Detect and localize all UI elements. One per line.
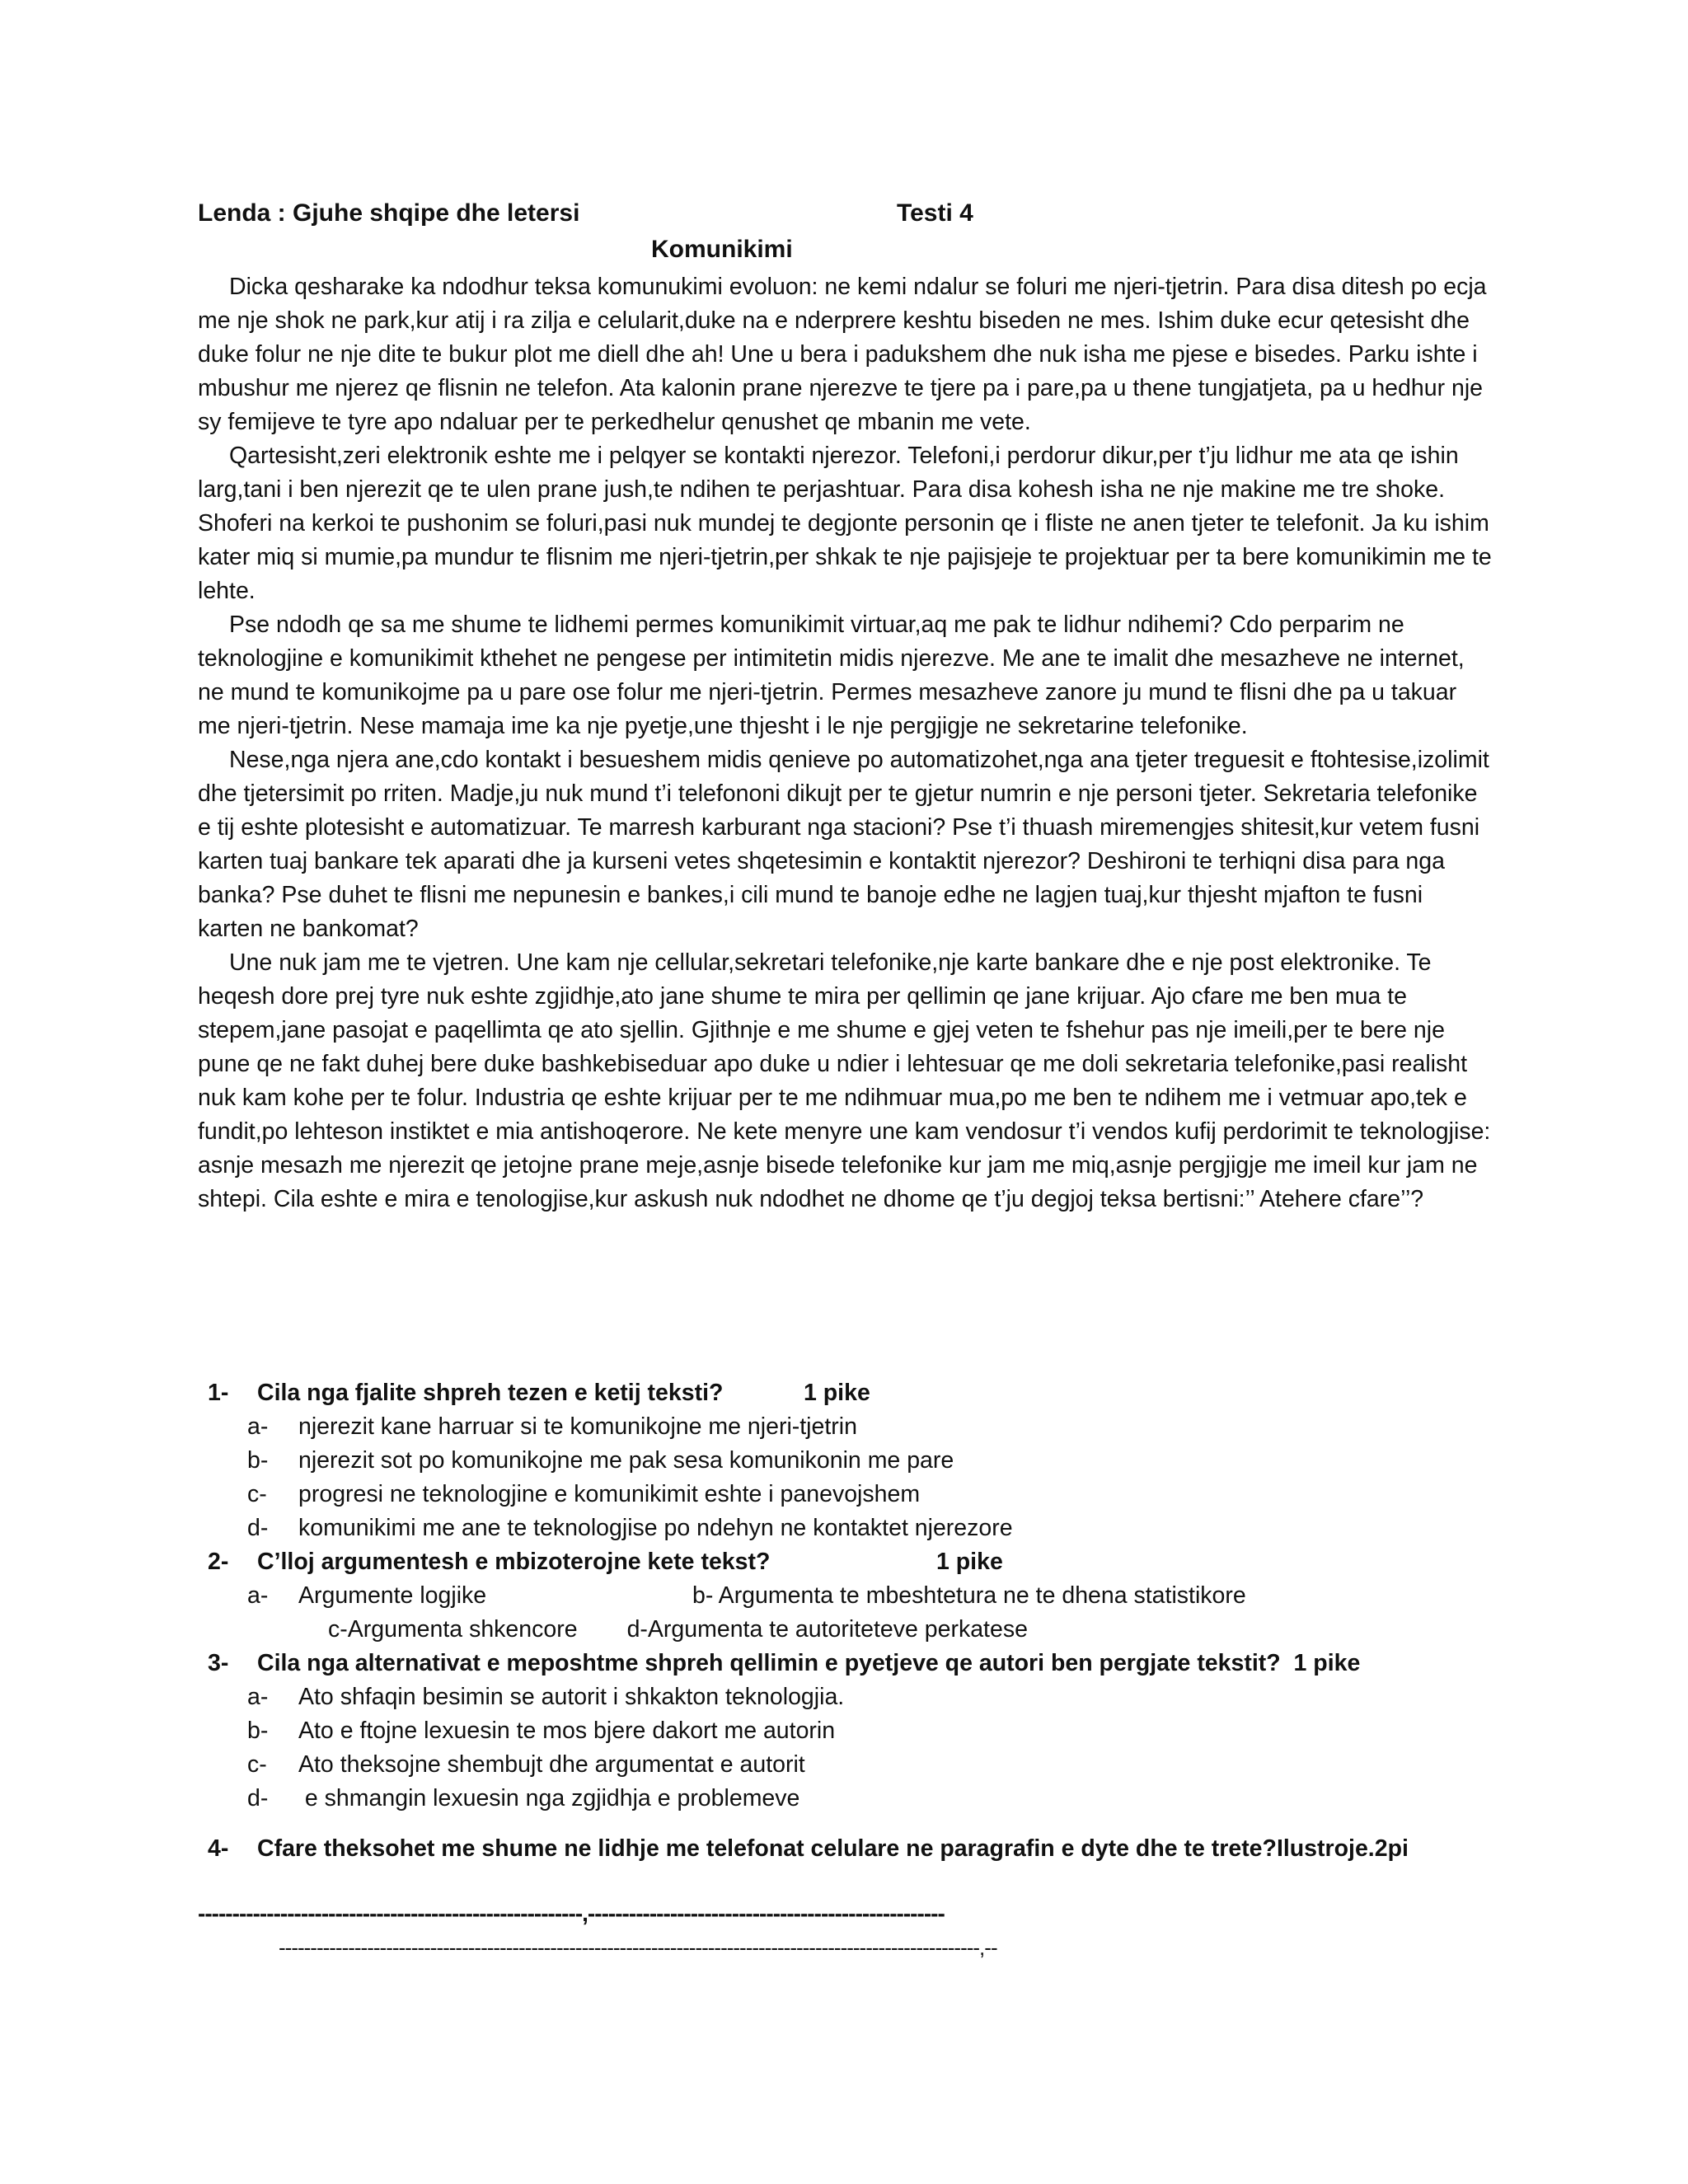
question-3 bbox=[198, 1647, 1500, 1680]
option-text: Ato shfaqin besimin se autorit i shkakton teknologjia. bbox=[298, 1684, 845, 1710]
option-text: Argumente logjike bbox=[298, 1582, 487, 1609]
question-number: 4- bbox=[208, 1835, 229, 1862]
test-number: Testi 4 bbox=[897, 199, 973, 227]
subject-heading: Lenda : Gjuhe shqipe dhe letersi bbox=[198, 199, 580, 227]
answer-line[interactable]: ---------------------------------------------------------------------------------------------------------------,-- bbox=[279, 1935, 997, 1960]
answer-line[interactable]: --------------------------------------------------------,---------------------------------------------------- bbox=[198, 1900, 945, 1926]
answer-option-row bbox=[198, 1613, 1500, 1647]
option-letter: c- bbox=[247, 1751, 267, 1778]
answer-option bbox=[198, 1478, 1500, 1511]
option-text: komunikimi me ane te teknologjise po ndehyn ne kontaktet njerezore bbox=[298, 1515, 1013, 1541]
option-letter: c- bbox=[247, 1481, 267, 1507]
option-text: c-Argumenta shkencore bbox=[328, 1616, 578, 1643]
paragraph-3: Pse ndodh qe sa me shume te lidhemi permes komunikimit virtuar,aq me pak te lidhur ndihemi? Cdo perparim ne teknologjine e komunikimit kthehet ne pengese per intimitetin midis njerezve. Me ane te imalit dhe mesazheve ne internet, ne mund te komunikojme pa u pare ose folur me njeri-tjetrin. Permes mesazheve zanore ju mund te flisni dhe pa u takuar me njeri-tjetrin. Nese mamaja ime ka nje pyetje,une thjesht i le nje pergjigje ne sekretarine telefonike. bbox=[198, 612, 1465, 739]
question-2 bbox=[198, 1545, 1500, 1579]
paragraph-1: Dicka qesharake ka ndodhur teksa komunukimi evoluon: ne kemi ndalur se foluri me njeri-tjetrin. Para disa ditesh po ecja me nje shok ne park,kur atij i ra zilja e celularit,duke na e nderprere keshtu biseden ne mes. Ishim duke ecur qetesisht dhe duke folur ne nje dite te bukur plot me diell dhe ah! Une u bera i padukshem dhe nuk isha me pjese e bisedes. Parku ishte i mbushur me njerez qe flisnin ne telefon. Ata kalonin prane njerezve te tjere pa i pare,pa u thene tungjatjeta, pa u hedhur nje sy femijeve te tyre apo ndaluar per te perkedhelur qenushet qe mbanin me vete. bbox=[198, 274, 1487, 435]
option-text: Ato theksojne shembujt dhe argumentat e autorit bbox=[298, 1751, 805, 1778]
answer-option bbox=[198, 1748, 1500, 1782]
question-text: Cfare theksohet me shume ne lidhje me telefonat celulare ne paragrafin e dyte dhe te trete?Ilustroje.2pi bbox=[257, 1835, 1409, 1862]
question-1 bbox=[198, 1376, 1500, 1410]
question-number: 1- bbox=[208, 1380, 229, 1406]
option-letter: a- bbox=[247, 1582, 269, 1609]
question-4 bbox=[198, 1832, 1500, 1866]
option-text: b- Argumenta te mbeshtetura ne te dhena statistikore bbox=[692, 1582, 1246, 1609]
option-text: njerezit sot po komunikojne me pak sesa komunikonin me pare bbox=[298, 1447, 954, 1474]
question-text: C’lloj argumentesh e mbizoterojne kete tekst? bbox=[257, 1549, 771, 1575]
option-letter: d- bbox=[247, 1785, 269, 1811]
paragraph-5: Une nuk jam me te vjetren. Une kam nje cellular,sekretari telefonike,nje karte bankare dhe e nje post elektronike. Te heqesh dore prej tyre nuk eshte zgjidhje,ato jane shume te mira per qellimin qe jane krijuar. Ajo cfare me ben mua te stepem,jane pasojat e paqellimta qe ato sjellin. Gjithnje e me shume e gjej veten te fshehur pas nje imeili,per te bere nje pune qe ne fakt duhej bere duke bashkebiseduar apo duke u ndier i lehtesuar qe me doli sekretaria telefonike,pasi realisht nuk kam kohe per te folur. Industria qe eshte krijuar per te me ndihmuar mua,po me ben te ndihem me i vetmuar apo,tek e fundit,po lehteson instiktet e mia antishoqerore. Ne kete menyre une kam vendosur t’i vendos kufij perdorimit te teknologjise: asnje mesazh me njerezit qe jetojne prane meje,asnje bisede telefonike kur jam me miq,asnje pergjigje me imeil kur jam ne shtepi. Cila eshte e mira e tenologjise,kur askush nuk ndodhet ne dhome qe t’ju degjoj teksa bertisni:’’ Atehere cfare’’? bbox=[198, 949, 1491, 1212]
option-letter: a- bbox=[247, 1684, 269, 1710]
option-text: progresi ne teknologjine e komunikimit eshte i panevojshem bbox=[298, 1481, 921, 1507]
answer-option bbox=[198, 1680, 1500, 1714]
question-text: Cila nga fjalite shpreh tezen e ketij teksti? bbox=[257, 1380, 724, 1406]
answer-option bbox=[198, 1444, 1500, 1478]
question-number: 3- bbox=[208, 1650, 229, 1676]
question-points: 1 pike bbox=[1293, 1650, 1361, 1676]
question-points: 1 pike bbox=[804, 1380, 870, 1406]
option-text: d-Argumenta te autoriteteve perkatese bbox=[626, 1616, 1028, 1643]
question-text: Cila nga alternativat e meposhtme shpreh qellimin e pyetjeve qe autori ben pergjate tekstit? bbox=[257, 1650, 1281, 1676]
option-letter: b- bbox=[247, 1447, 269, 1474]
question-points: 1 pike bbox=[936, 1549, 1003, 1575]
option-text: e shmangin lexuesin nga zgjidhja e problemeve bbox=[298, 1785, 800, 1811]
paragraph-4: Nese,nga njera ane,cdo kontakt i besueshem midis qenieve po automatizohet,nga ana tjeter treguesit e ftohtesise,izolimit dhe tjetersimit po rriten. Madje,ju nuk mund t’i telefononi dikujt per te gjetur numrin e nje personi tjeter. Sekretaria telefonike e tij eshte plotesisht e automatizuar. Te marresh karburant nga stacioni? Pse t’i thuash miremengjes shitesit,kur vetem fusni karten tuaj bankare tek aparati dhe ja kurseni vetes shqetesimin e kontaktit njerezor? Deshironi te terhiqni disa para nga banka? Pse duhet te flisni me nepunesin e bankes,i cili mund te banoje edhe ne lagjen tuaj,kur thjesht mjafton te fusni karten ne bankomat? bbox=[198, 747, 1489, 942]
question-number: 2- bbox=[208, 1549, 229, 1575]
answer-option-row bbox=[198, 1579, 1500, 1613]
option-letter: b- bbox=[247, 1718, 269, 1744]
option-letter: a- bbox=[247, 1413, 269, 1440]
answer-option bbox=[198, 1511, 1500, 1545]
option-text: Ato e ftojne lexuesin te mos bjere dakort me autorin bbox=[298, 1718, 836, 1744]
option-text: njerezit kane harruar si te komunikojne me njeri-tjetrin bbox=[298, 1413, 857, 1440]
paragraph-2: Qartesisht,zeri elektronik eshte me i pelqyer se kontakti njerezor. Telefoni,i perdorur dikur,per t’ju lidhur me ata qe ishin larg,tani i ben njerezit qe te ulen prane jush,te ndihen te perjashtuar. Para disa kohesh isha ne nje makine me tre shoke. Shoferi na kerkoi te pushonim se foluri,pasi nuk mundej te degjonte personin qe i fliste ne anen tjeter te telefonit. Ja ku ishim kater miq si mumie,pa mundur te flisnim me njeri-tjetrin,per shkak te nje pajisjeje te projektuar per ta bere komunikimin me te lehte. bbox=[198, 443, 1492, 604]
answer-option bbox=[198, 1782, 1500, 1816]
reading-text bbox=[198, 270, 1492, 1216]
option-letter: d- bbox=[247, 1515, 269, 1541]
questions-section bbox=[198, 1376, 1500, 1866]
answer-option bbox=[198, 1410, 1500, 1444]
page-title: Komunikimi bbox=[651, 236, 793, 263]
answer-option bbox=[198, 1714, 1500, 1748]
